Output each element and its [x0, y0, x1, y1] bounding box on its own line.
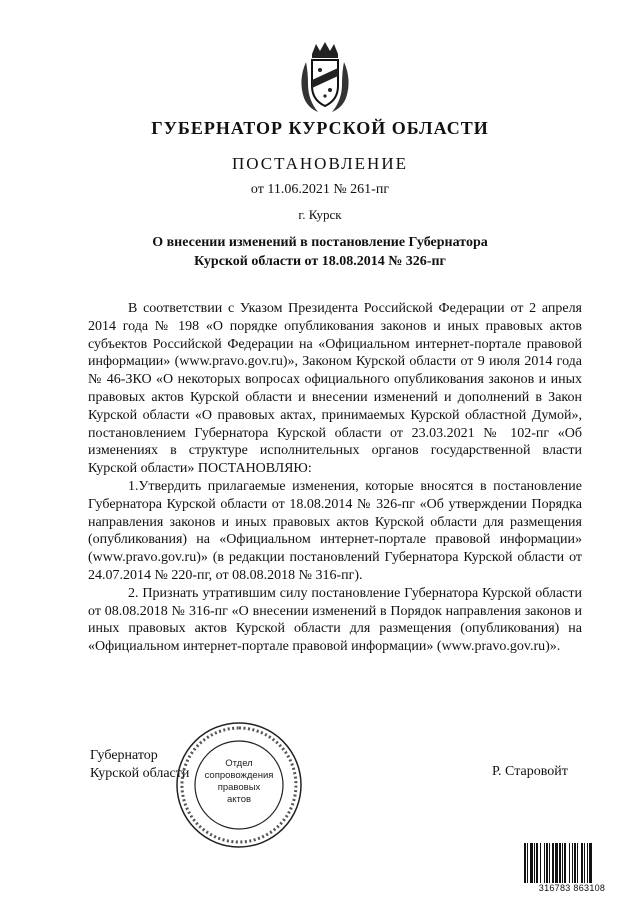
document-city: г. Курск — [298, 207, 342, 222]
body-paragraph: В соответствии с Указом Президента Российской Федерации от 2 апреля 2014 года № 198 «О порядке опубликования законов и иных правовых актов субъектов Российской Федерации на «Официальном интернет-портале правовой информации» (www.pravo.gov.ru)», Законом Курской области от 9 июля 2014 года № 46-ЗКО «О некоторых вопросах официального опубликования законов и иных правовых актов Курской области и внесении изменений и дополнений в Закон Курской области «О правовых актах, принимаемых Курской областной Думой», постановлением Губернатора Курской области от 23.03.2021 № 102-пг «Об изменениях в структуре исполнительных органов государственной власти Курской области» ПОСТАНОВЛЯЮ: — [88, 301, 582, 477]
body-paragraph: 2. Признать утратившим силу постановление Губернатора Курской области от 08.08.2018 № 316-пг «О внесении изменений в Порядок направления законов и иных правовых актов Курской области для размещения (опубликования) на «Официальном интернет-портале правовой информации» (www.pravo.gov.ru)». — [88, 585, 582, 655]
stamp-text-line: правовых — [217, 782, 261, 793]
document-date-number: от 11.06.2021 № 261-пг — [250, 182, 390, 197]
signatory-position-line: Губернатор — [90, 748, 158, 763]
signatory-position-line: Курской области — [90, 766, 190, 781]
body-paragraph: 1.Утвердить прилагаемые изменения, которые вносятся в постановление Губернатора Курской области от 18.08.2014 № 326-пг «Об утверждении Порядка направления законов и иных правовых актов Курской области для размещения (опубликования) на «Официальном интернет-портале правовой информации» (www.pravo.gov.ru)» (в редакции постановлений Губернатора Курской области от 24.07.2014 № 220-пг, от 08.08.2018 № 316-пг). — [88, 478, 582, 583]
signatory-name: Р. Старовойт — [492, 764, 568, 779]
coat-of-arms-icon — [296, 40, 354, 116]
document-title — [0, 233, 640, 271]
stamp-text — [194, 758, 284, 806]
stamp-text-line: актов — [226, 794, 252, 805]
document-type: ПОСТАНОВЛЕНИЕ — [231, 154, 408, 173]
issuing-authority: ГУБЕРНАТОР КУРСКОЙ ОБЛАСТИ — [151, 118, 489, 138]
barcode-number: 316783 863108 — [538, 883, 606, 893]
document-body — [88, 300, 582, 656]
barcode-icon — [524, 843, 620, 883]
stamp-text-line: Отдел — [225, 758, 253, 769]
document-title-line: О внесении изменений в постановление Губернатора — [152, 235, 488, 250]
document-title-line: Курской области от 18.08.2014 № 326-пг — [194, 254, 446, 269]
stamp-text-line: сопровождения — [204, 770, 274, 781]
